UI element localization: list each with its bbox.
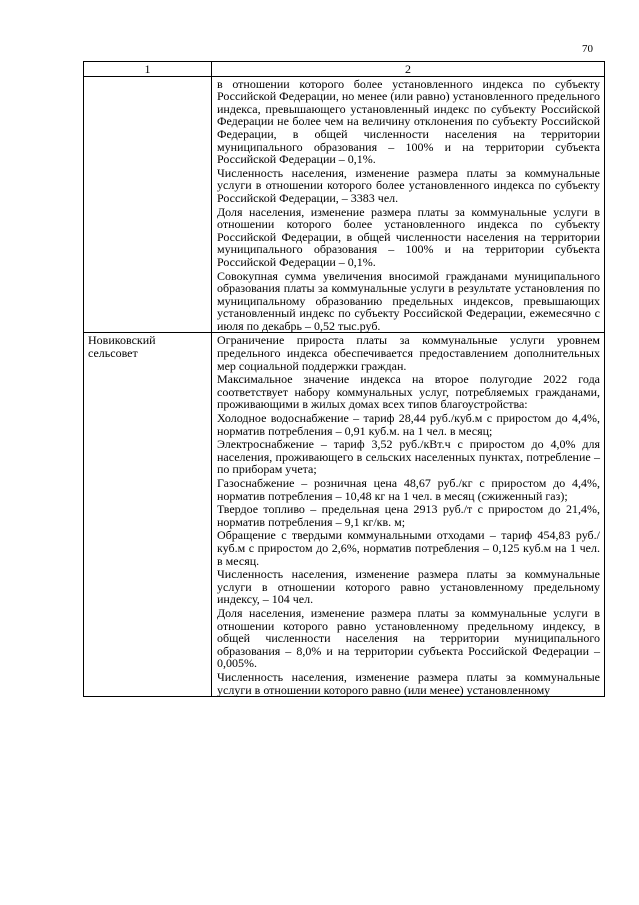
paragraph: Обращение с твердыми коммунальными отходами – тариф 454,83 руб./куб.м с приростом до 2,6%, норматив потребления – 0,125 куб.м на 1 чел. в месяц. — [217, 528, 600, 568]
paragraph: Численность населения, изменение размера платы за коммунальные услуги в отношении которого равно установленному предельному индексу, – 104 чел. — [217, 567, 600, 607]
page-number: 70 — [582, 43, 593, 55]
description-cell — [212, 76, 605, 333]
paragraph: Численность населения, изменение размера платы за коммунальные услуги в отношении которого равно (или менее) установленному — [217, 669, 600, 697]
municipality-name-cell: Новиковский сельсовет — [84, 333, 212, 697]
table-row — [84, 76, 605, 333]
table-row — [84, 333, 605, 697]
paragraph: Ограничение прироста платы за коммунальные услуги уровнем предельного индекса обеспечивается предоставлением дополнительных мер социальной поддержки граждан. — [217, 333, 600, 373]
paragraph: Твердое топливо – предельная цена 2913 руб./т с приростом до 21,4%, норматив потребления – 9,1 кг/кв. м; — [217, 502, 600, 529]
column-header-2: 2 — [212, 62, 605, 77]
table-header-row — [84, 62, 605, 77]
paragraph: Численность населения, изменение размера платы за коммунальные услуги в отношении которого более установленного индекса по субъекту Российской Федерации, – 3383 чел. — [217, 165, 600, 205]
paragraph: Максимальное значение индекса на второе полугодие 2022 года соответствует набору коммунальных услуг, потребляемых гражданами, проживающими в жилых домах всех типов благоустройства: — [217, 372, 600, 412]
paragraph: Газоснабжение – розничная цена 48,67 руб./кг с приростом до 4,4%, норматив потребления – 10,48 кг на 1 чел. в месяц (сжиженный газ); — [217, 476, 600, 503]
paragraph: Электроснабжение – тариф 3,52 руб./кВт.ч с приростом до 4,0% для населения, проживающего в сельских населенных пунктах, потребление – по приборам учета; — [217, 437, 600, 477]
municipality-name-cell — [84, 76, 212, 333]
document-table — [83, 61, 605, 697]
description-cell — [212, 333, 605, 697]
paragraph: Совокупная сумма увеличения вносимой гражданами муниципального образования платы за коммунальные услуги в результате установления по муниципальному образованию предельных индексов, превышающих установленный индекс по субъекту Российской Федерации, ежемесячно с июля по декабрь – 0,52 тыс.руб. — [217, 268, 600, 333]
paragraph: Доля населения, изменение размера платы за коммунальные услуги в отношении которого равно установленному предельному индексу, в общей численности населения на территории муниципального образования – 8,0% и на территории субъекта Российской Федерации – 0,005%. — [217, 605, 600, 671]
paragraph: в отношении которого более установленного индекса по субъекту Российской Федерации, но менее (или равно) установленного предельного индекса, превышающего установленный индекс по субъекту Российской Федерации не более чем на величину отклонения по субъекту Российской Федерации, в общей численности населения на территории муниципального образования – 100% и на территории субъекта Российской Федерации – 0,1%. — [217, 76, 600, 167]
column-header-1: 1 — [84, 62, 212, 77]
paragraph: Доля населения, изменение размера платы за коммунальные услуги в отношении которого более установленного индекса по субъекту Российской Федерации, в общей численности населения на территории муниципального образования – 100% и на территории субъекта Российской Федерации – 0,1%. — [217, 204, 600, 269]
paragraph: Холодное водоснабжение – тариф 28,44 руб./куб.м с приростом до 4,4%, норматив потребления – 0,91 куб.м. на 1 чел. в месяц; — [217, 411, 600, 438]
